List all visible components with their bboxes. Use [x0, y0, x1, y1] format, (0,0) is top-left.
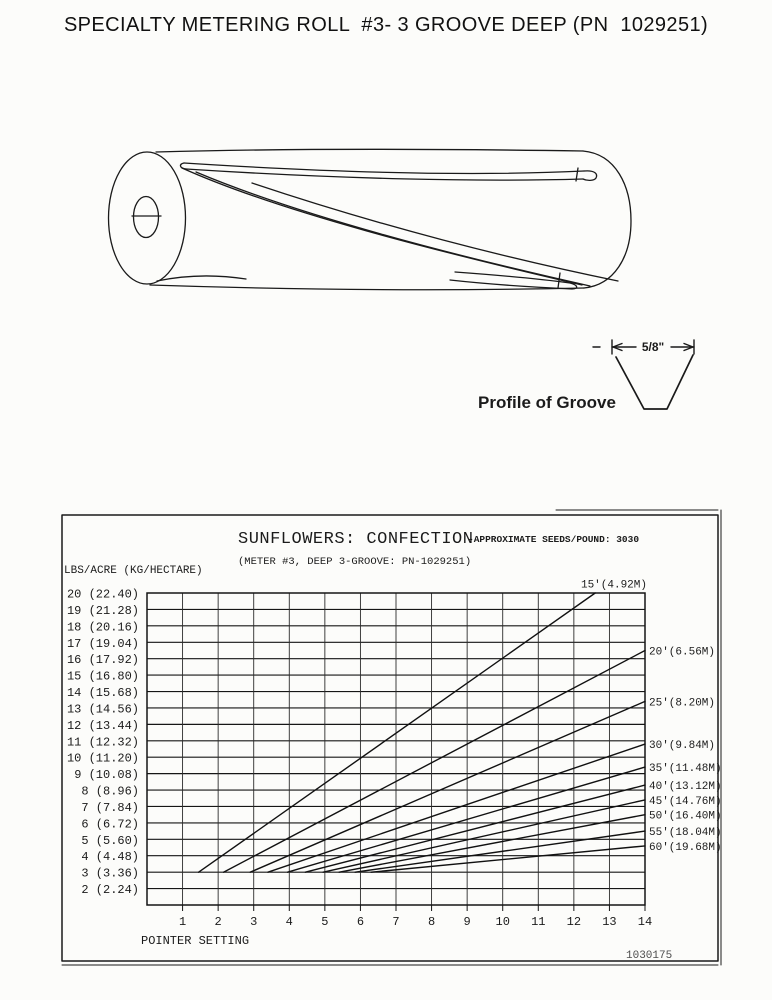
series-label: 50'(16.40M)	[649, 810, 722, 823]
x-tick-label: 12	[566, 915, 582, 929]
x-tick-label: 13	[602, 915, 617, 929]
roll-groove-top-upper	[184, 163, 584, 173]
y-tick-label: 2 (2.24)	[81, 883, 139, 898]
y-tick-label: 8 (8.96)	[81, 784, 139, 799]
y-tick-label: 18 (20.16)	[66, 620, 139, 635]
roll-groove-top-right-tip	[583, 171, 597, 181]
rate-curve	[305, 785, 645, 872]
metering-roll-drawing	[109, 149, 632, 289]
chart-y-axis-label: LBS/ACRE (KG/HECTARE)	[64, 565, 203, 577]
y-tick-label: 11 (12.32)	[66, 735, 139, 750]
x-tick-label: 2	[214, 915, 222, 929]
roll-groove-notch-bottom-left	[157, 276, 246, 281]
series-label: 35'(11.48M)	[649, 763, 722, 776]
series-label: 40'(13.12M)	[649, 781, 722, 794]
roll-left-end-face	[109, 152, 186, 284]
y-tick-label: 5 (5.60)	[81, 833, 139, 848]
roll-groove-top-lower	[186, 169, 583, 180]
x-tick-label: 8	[427, 915, 436, 929]
y-tick-label: 3 (3.36)	[81, 866, 139, 881]
roll-shaft-hole	[134, 197, 159, 238]
series-label: 45'(14.76M)	[649, 795, 722, 808]
y-tick-label: 20 (22.40)	[66, 587, 139, 602]
rate-chart	[62, 510, 722, 965]
groove-profile-drawing	[478, 340, 694, 412]
series-label: 30'(9.84M)	[649, 740, 716, 753]
x-tick-label: 14	[637, 915, 653, 929]
x-tick-label: 9	[463, 915, 471, 929]
x-tick-label: 3	[250, 915, 258, 929]
y-tick-label: 15 (16.80)	[66, 669, 139, 684]
y-tick-label: 9 (10.08)	[74, 768, 139, 783]
series-label: 25'(8.20M)	[649, 697, 716, 710]
series-label: 55'(18.04M)	[649, 827, 722, 840]
chart-title: SUNFLOWERS: CONFECTION	[238, 530, 474, 549]
y-tick-label: 6 (6.72)	[81, 817, 139, 832]
x-tick-label: 5	[321, 915, 329, 929]
roll-groove-diagonal-1	[182, 168, 582, 285]
x-tick-label: 10	[495, 915, 510, 929]
chart-plot-area	[67, 579, 722, 929]
roll-groove-bottom-end-tick	[558, 273, 560, 288]
y-tick-label: 16 (17.92)	[66, 653, 139, 668]
page-title: SPECIALTY METERING ROLL #3- 3 GROOVE DEEP (PN 1029251)	[63, 14, 709, 36]
y-tick-label: 7 (7.84)	[81, 800, 139, 815]
rate-curve	[355, 831, 645, 872]
chart-subtitle: (METER #3, DEEP 3-GROOVE: PN-1029251)	[238, 556, 472, 568]
x-tick-label: 11	[531, 915, 546, 929]
rate-curve	[199, 593, 596, 872]
y-tick-label: 10 (11.20)	[66, 751, 139, 766]
x-tick-label: 6	[356, 915, 365, 929]
doc-number: 1030175	[626, 950, 673, 962]
y-tick-label: 14 (15.68)	[66, 686, 139, 701]
groove-profile-caption: Profile of Groove	[478, 393, 616, 412]
x-tick-label: 7	[392, 915, 400, 929]
roll-groove-diagonal-3	[252, 183, 618, 281]
series-label: 15'(4.92M)	[580, 579, 647, 592]
y-tick-label: 13 (14.56)	[66, 702, 139, 717]
rate-curve	[250, 701, 645, 872]
y-tick-label: 17 (19.04)	[66, 636, 139, 651]
y-tick-label: 12 (13.44)	[66, 718, 139, 733]
x-tick-label: 1	[178, 915, 187, 929]
chart-x-axis-label: POINTER SETTING	[141, 934, 250, 948]
y-tick-label: 19 (21.28)	[66, 603, 139, 618]
series-label: 60'(19.68M)	[649, 841, 722, 854]
series-label: 20'(6.56M)	[649, 646, 716, 659]
groove-profile-shape	[616, 355, 693, 409]
groove-dimension-label: 5/8"	[641, 340, 665, 354]
chart-title-note: -APPROXIMATE SEEDS/POUND: 3030	[468, 534, 640, 545]
x-tick-label: 4	[285, 915, 293, 929]
roll-groove-diagonal-2	[196, 172, 590, 286]
roll-top-edge	[156, 149, 583, 152]
y-tick-label: 4 (4.48)	[81, 850, 139, 865]
